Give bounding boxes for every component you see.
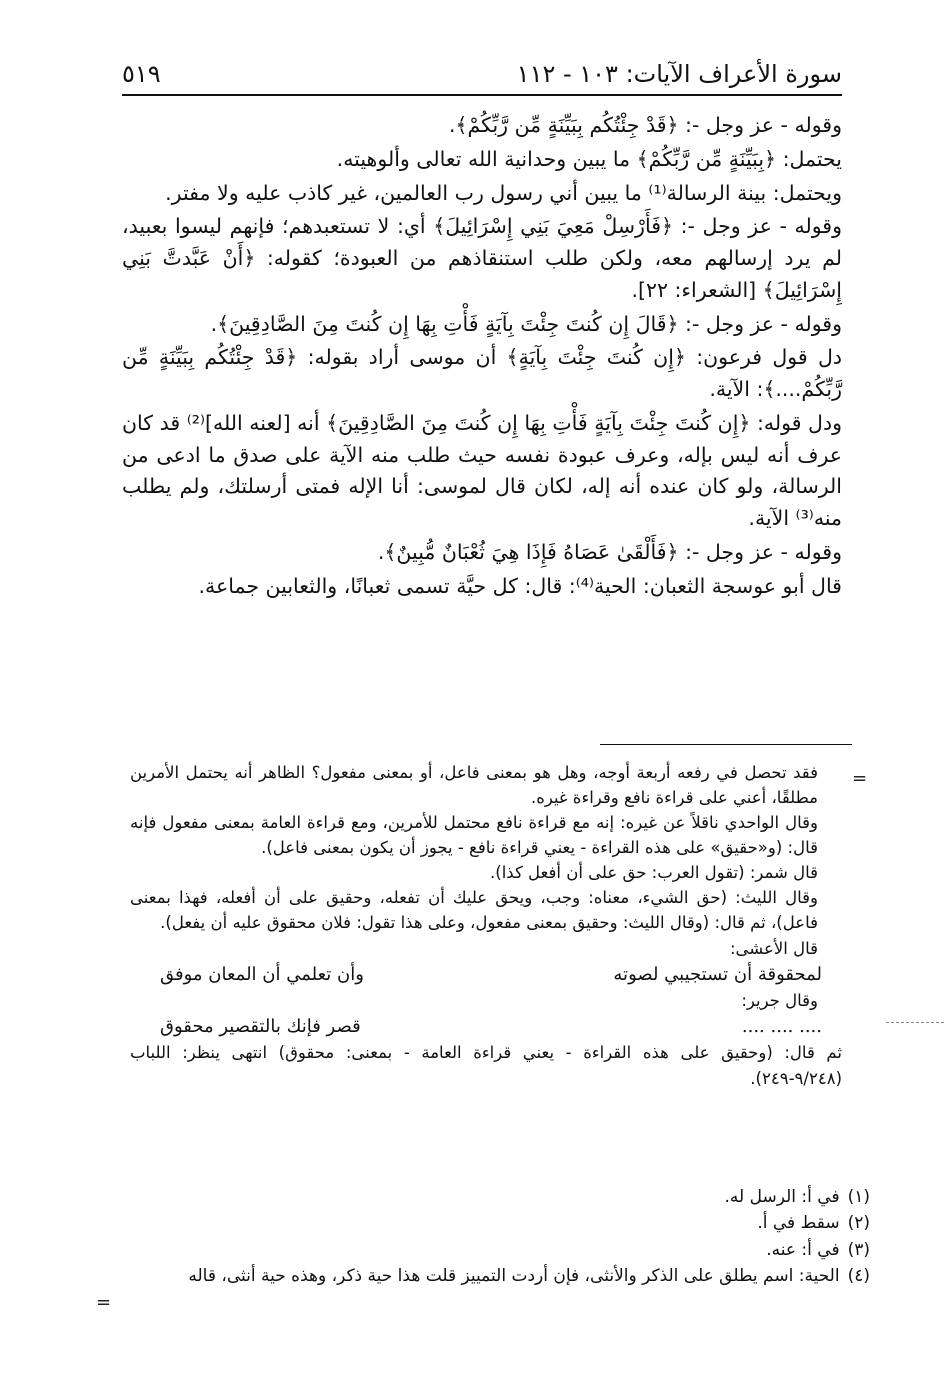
footnote-separator <box>600 744 852 745</box>
page-header <box>122 56 842 92</box>
paragraph: ودل قوله: ﴿إِن كُنتَ جِئْتَ بِآيَةٍ فَأْتِ بِهَا إِن كُنتَ مِنَ الصَّادِقِينَ﴾ أنه [لعنه الله]⁽²⁾ قد كان عرف أنه ليس بإله، وعرف عبودة نفسه حيث طلب منه الآية على صدق ما ادعى من الرسالة، ولو كان عنده أنه إله، لكان قال لموسى: أنا الإله فمتى أرسلتك، ولم يطلب منه⁽³⁾ الآية. <box>122 410 842 531</box>
main-text <box>122 110 842 604</box>
footnotes-list <box>130 1184 870 1289</box>
paragraph: ويحتمل: بينة الرسالة⁽¹⁾ ما يبين أني رسول رب العالمين، غير كاذب عليه ولا مفتر. <box>165 180 842 205</box>
footnote-line: قال الأعشى: <box>729 938 818 958</box>
footnote-line: قال شمر: (تقول العرب: حق على أن أفعل كذا). <box>490 863 818 883</box>
paragraph: وقوله - عز وجل -: ﴿قَدْ جِئْتُكُم بِبَيِّنَةٍ مِّن رَّبِّكُمْ﴾. <box>448 113 842 137</box>
footnote-text: في أ: الرسل له. <box>724 1187 840 1207</box>
running-title: سورة الأعراف الآيات: ١٠٣ - ١١٢ <box>516 60 842 88</box>
footnote-line: فقد تحصل في رفعه أربعة أوجه، وهل هو بمعنى فاعل، أو بمعنى مفعول؟ الظاهر أنه يحتمل الأمرين مطلقًا، أعني على قراءة نافع وقراءة غيره. <box>130 763 818 808</box>
footnote-text: سقط في أ. <box>757 1213 840 1234</box>
verse-hemistich: لمحقوقة أن تستجيبي لصوته <box>613 963 822 985</box>
footnote-text: الحية: اسم يطلق على الذكر والأنثى، فإن أردت التمييز قلت هذا حية ذكر، وهذه حية أنثى، قاله <box>188 1266 840 1287</box>
footnote-item <box>130 1210 870 1236</box>
margin-dash <box>886 1022 944 1023</box>
continuation-marker-bottom: = <box>96 1292 112 1313</box>
paragraph: وقوله - عز وجل -: ﴿فَأَلْقَىٰ عَصَاهُ فَإِذَا هِيَ ثُعْبَانٌ مُّبِينٌ﴾. <box>377 539 842 564</box>
continuation-marker-top: = <box>852 768 868 789</box>
paragraph: وقوله - عز وجل -: ﴿قَالَ إِن كُنتَ جِئْتَ بِآيَةٍ فَأْتِ بِهَا إِن كُنتَ مِنَ الصَّادِقِينَ﴾. <box>210 311 842 336</box>
footnote-item <box>130 1184 870 1210</box>
footnote-number: (١) <box>847 1187 870 1207</box>
footnote-line: وقال جرير: <box>741 990 818 1010</box>
paragraph: دل قول فرعون: ﴿إِن كُنتَ جِئْتَ بِآيَةٍ﴾ أن موسى أراد بقوله: ﴿قَدْ جِئْتُكُم بِبَيِّنَةٍ مِّن رَّبِّكُمْ....﴾: الآية. <box>122 345 842 402</box>
page-number: ٥١٩ <box>122 60 161 88</box>
paragraph: وقوله - عز وجل -: ﴿فَأَرْسِلْ مَعِيَ بَنِي إِسْرَائِيلَ﴾ أي: لا تستعبدهم؛ فإنهم ليسوا بعبيد، لم يرد إرسالهم معه، ولكن طلب استنقاذهم من العبودة؛ كقوله: ﴿أَنْ عَبَّدتَّ بَنِي إِسْرَائِيلَ﴾ [الشعراء: ٢٢]. <box>122 214 842 302</box>
footnote-block <box>130 760 842 1091</box>
footnote-item <box>130 1263 870 1289</box>
footnote-number: (٢) <box>847 1213 870 1234</box>
paragraph: قال أبو عوسجة الثعبان: الحية⁽⁴⁾: قال: كل حيَّة تسمى ثعبانًا، والثعابين جماعة. <box>198 573 842 598</box>
footnote-item <box>130 1237 870 1263</box>
footnote-line: ثم قال: (وحقيق على هذه القراءة - يعني قراءة العامة - بمعنى: محقوق) انتهى ينظر: اللباب (٩/٢٤٨-٢٤٩). <box>130 1043 842 1088</box>
footnote-line: وقال الواحدي ناقلاً عن غيره: إنه مع قراءة نافع محتمل للأمرين، ومع قراءة العامة بمعنى مفعول فإنه قال: (و«حقيق» على هذه القراءة - يعني قراءة نافع - يجوز أن يكون بمعنى فاعل). <box>130 813 818 858</box>
paragraph: يحتمل: ﴿بِبَيِّنَةٍ مِّن رَّبِّكُمْ﴾ ما يبين وحدانية الله تعالى وألوهيته. <box>336 146 842 171</box>
footnote-number: (٣) <box>847 1239 870 1260</box>
verse-hemistich: وأن تعلمي أن المعان موفق <box>160 963 364 985</box>
verse-hemistich: .... .... .... <box>741 1016 822 1038</box>
poem-verse <box>130 961 842 988</box>
header-rule <box>122 94 842 96</box>
verse-hemistich: قصر فإنك بالتقصير محقوق <box>160 1016 361 1038</box>
poem-verse <box>130 1013 842 1040</box>
footnote-text: في أ: عنه. <box>766 1239 840 1260</box>
footnote-number: (٤) <box>847 1266 870 1287</box>
footnote-line: وقال الليث: (حق الشيء، معناه: وجب، ويحق عليك أن تفعله، وحقيق على أن أفعله، فهذا بمعنى فاعل)، ثم قال: (وقال الليث: وحقيق بمعنى مفعول، وعلى هذا تقول: فلان محقوق عليه أن يفعل). <box>130 888 818 933</box>
